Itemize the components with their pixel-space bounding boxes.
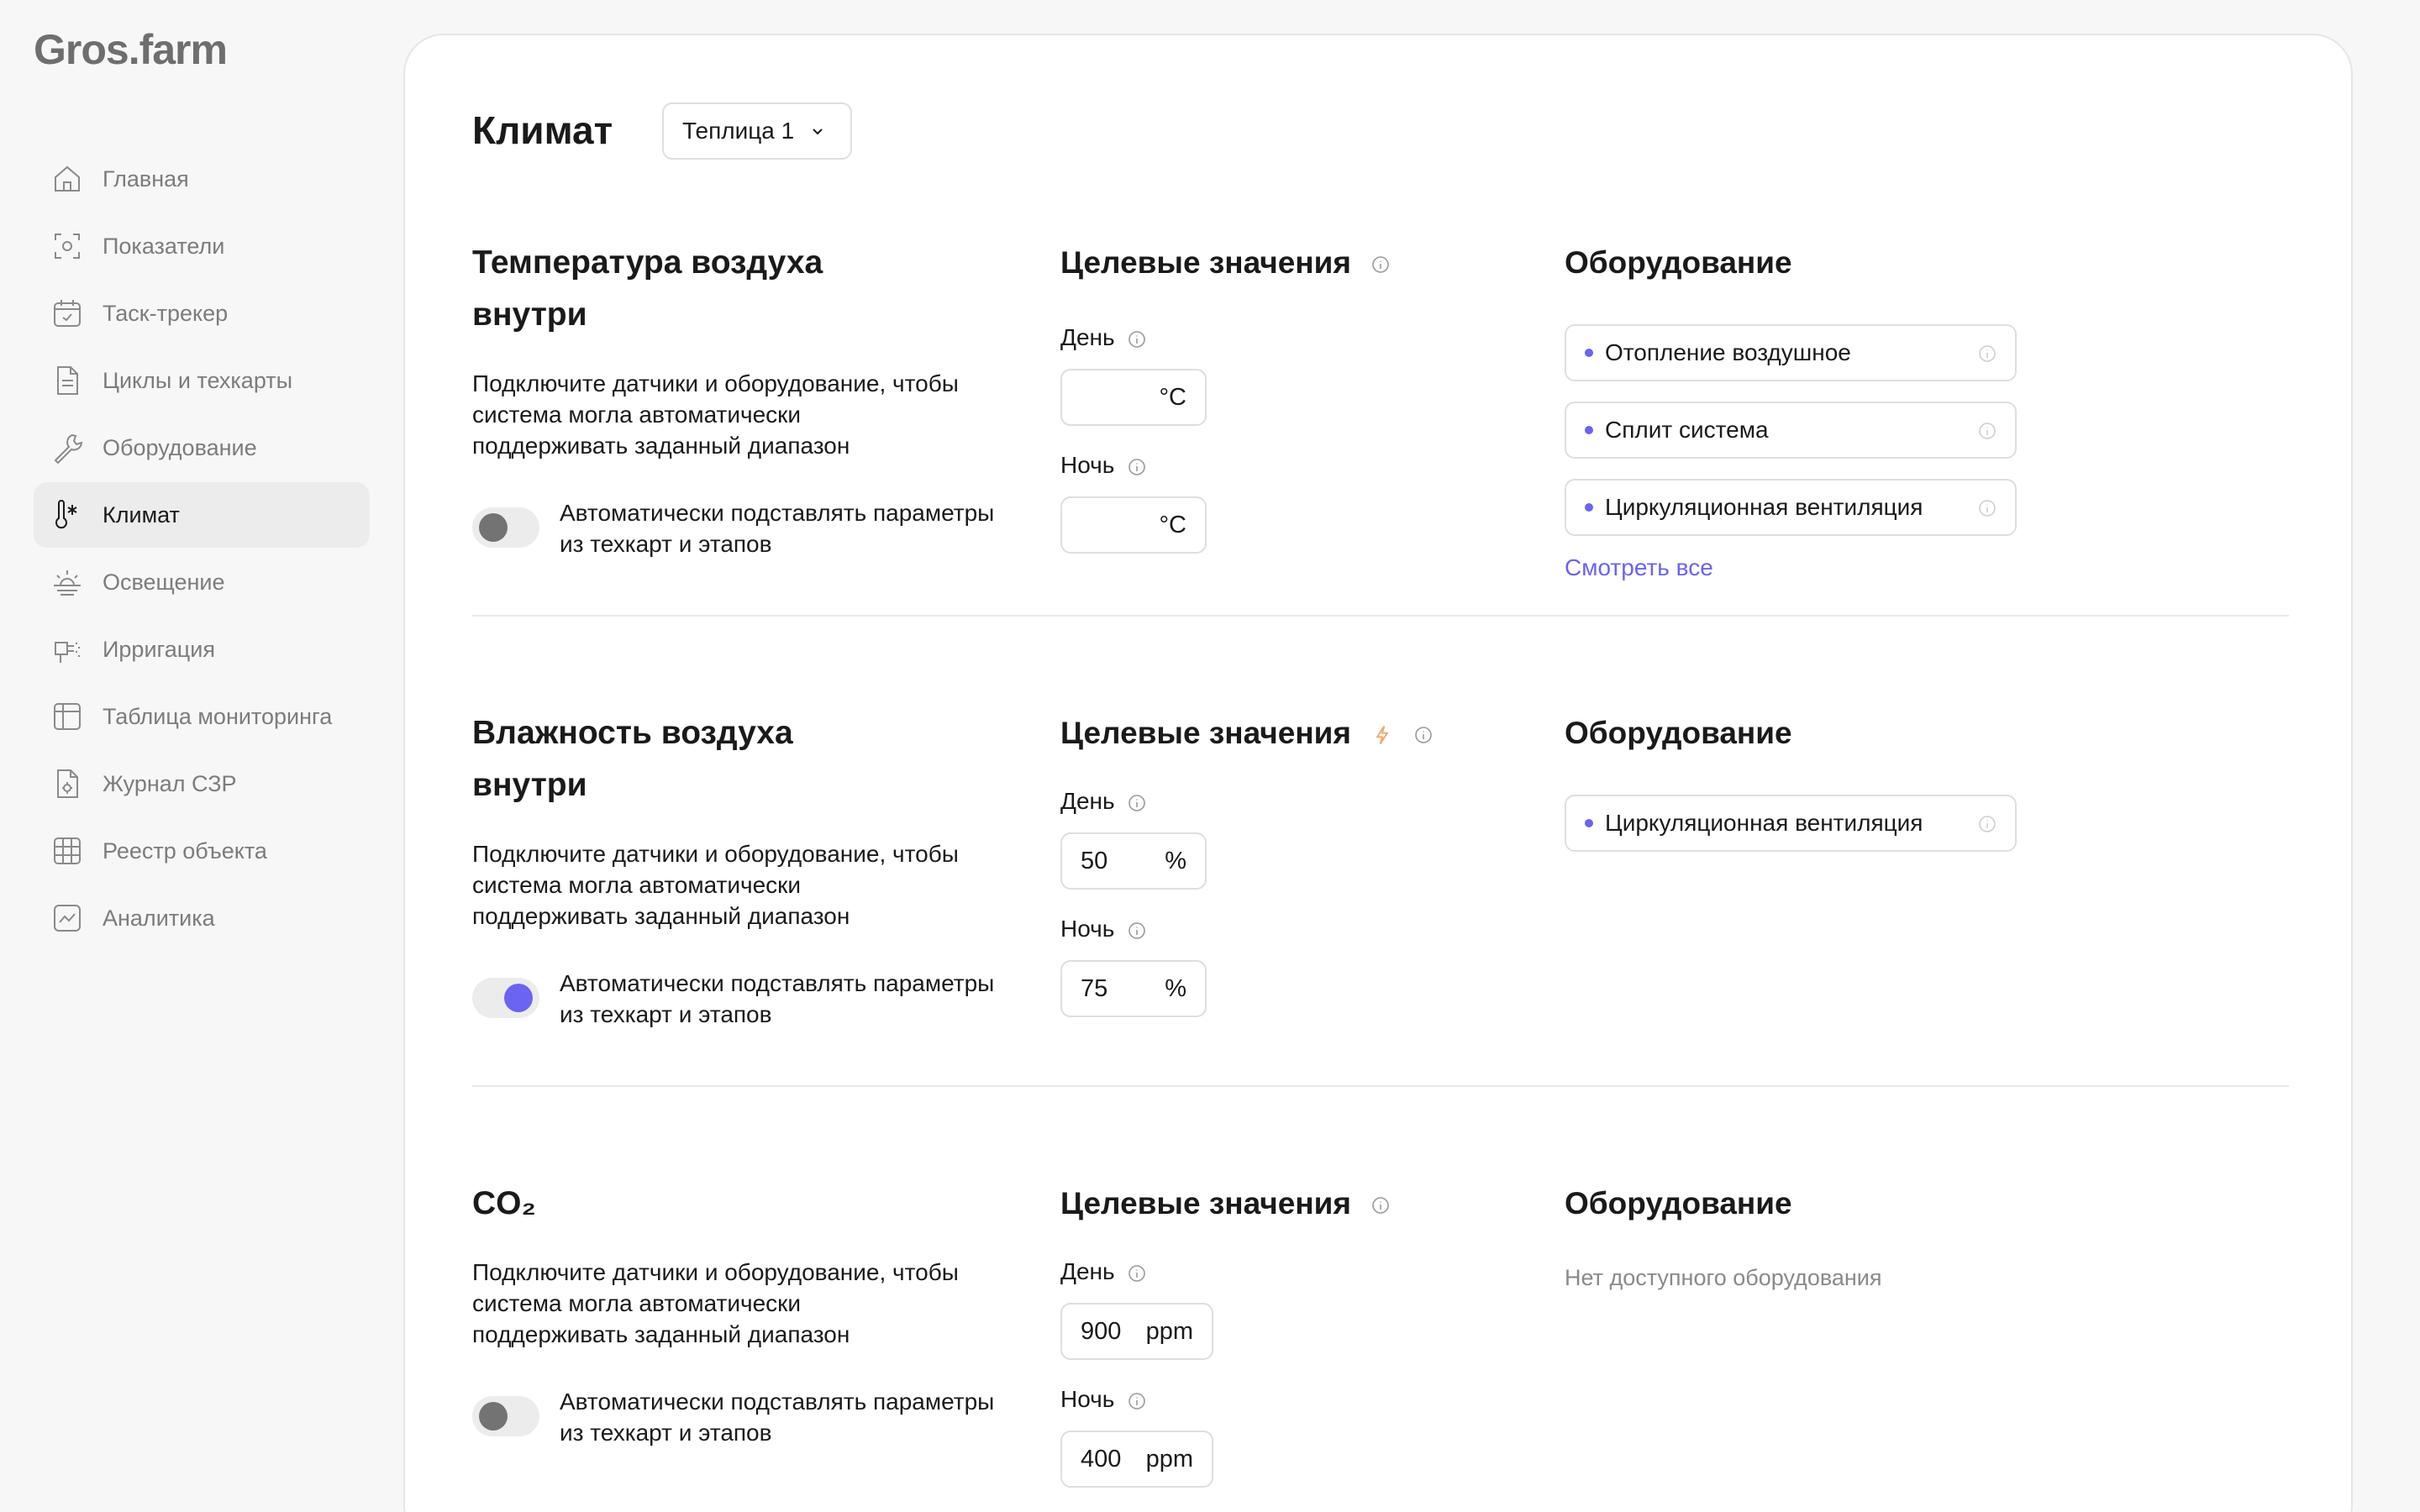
sunrise-icon	[50, 565, 84, 599]
thermometer-icon	[50, 498, 84, 532]
document-icon	[50, 364, 84, 397]
field-unit: °C	[1159, 511, 1186, 538]
equipment-item[interactable]	[1565, 324, 2017, 381]
day-label	[1060, 1258, 1146, 1285]
info-icon[interactable]	[1978, 344, 1996, 363]
sidebar-item-cycles[interactable]	[34, 348, 370, 413]
greenhouse-select[interactable]	[662, 102, 852, 160]
section-description: Подключите датчики и оборудование, чтобы система могла автоматически поддерживать заданный диапазон	[472, 370, 959, 459]
targets-column	[1060, 237, 1531, 640]
equipment-column	[1565, 1178, 2153, 1512]
section-divider	[472, 1085, 2289, 1087]
night-label	[1060, 916, 1146, 942]
temperature-section	[472, 237, 2289, 640]
climate-card	[403, 34, 2353, 1512]
info-icon[interactable]	[1128, 330, 1146, 349]
day-label	[1060, 788, 1146, 815]
home-icon	[50, 162, 84, 196]
auto-params-toggle[interactable]	[472, 507, 539, 548]
sidebar	[0, 0, 395, 1512]
equipment-label: Отопление воздушное	[1605, 339, 1851, 365]
day-label-text: День	[1060, 324, 1115, 350]
co2-title: CO₂	[472, 1185, 536, 1221]
field-unit: ppm	[1145, 1445, 1193, 1473]
chevron-down-icon	[809, 123, 826, 139]
field-unit: °C	[1159, 383, 1186, 411]
status-dot	[1585, 349, 1593, 357]
info-icon[interactable]	[1978, 422, 1996, 440]
field-unit: ppm	[1145, 1317, 1193, 1345]
equipment-heading: Оборудование	[1565, 716, 1792, 750]
sidebar-item-journal[interactable]	[34, 751, 370, 816]
night-label	[1060, 1386, 1146, 1413]
field-unit: %	[1165, 847, 1186, 874]
field-value: 50	[1081, 847, 1108, 874]
sidebar-nav	[34, 146, 370, 953]
night-label-text: Ночь	[1060, 1386, 1115, 1412]
greenhouse-select-value: Теплица 1	[682, 118, 795, 144]
equipment-heading: Оборудование	[1565, 1186, 1792, 1221]
equipment-label: Циркуляционная вентиляция	[1605, 494, 1923, 520]
equipment-column	[1565, 237, 2153, 640]
sidebar-item-label: Аналитика	[103, 905, 215, 931]
equipment-item[interactable]	[1565, 795, 2017, 852]
co2-section	[472, 1178, 2289, 1512]
sidebar-item-label: Журнал СЗР	[103, 770, 237, 796]
info-icon[interactable]	[1978, 499, 1996, 517]
info-icon[interactable]	[1128, 794, 1146, 812]
auto-params-toggle[interactable]	[472, 1396, 539, 1436]
metrics-icon	[50, 229, 84, 263]
wrench-icon	[50, 431, 84, 465]
info-icon[interactable]	[1128, 1392, 1146, 1410]
auto-params-toggle[interactable]	[472, 978, 539, 1018]
targets-heading-text: Целевые значения	[1060, 245, 1351, 280]
section-description: Подключите датчики и оборудование, чтобы система могла автоматически поддерживать заданный диапазон	[472, 841, 959, 929]
section-divider	[472, 615, 2289, 617]
day-label	[1060, 324, 1146, 351]
sidebar-item-registry[interactable]	[34, 818, 370, 884]
toggle-label: Автоматически подставлять параметры из техкарт и этапов	[560, 1389, 995, 1446]
section-description: Подключите датчики и оборудование, чтобы система могла автоматически поддерживать заданный диапазон	[472, 1259, 959, 1347]
equipment-heading: Оборудование	[1565, 245, 1792, 280]
info-icon[interactable]	[1978, 815, 1996, 833]
info-icon[interactable]	[1128, 458, 1146, 476]
sidebar-item-irrigation[interactable]	[34, 617, 370, 682]
targets-heading	[1060, 245, 1390, 281]
calendar-icon	[50, 297, 84, 330]
night-temperature-input[interactable]	[1060, 496, 1207, 554]
targets-column	[1060, 1178, 1531, 1512]
equipment-label: Циркуляционная вентиляция	[1605, 810, 1923, 836]
page-title: Климат	[472, 108, 613, 152]
equipment-column	[1565, 707, 2153, 1110]
humidity-section	[472, 707, 2289, 1110]
equipment-item[interactable]	[1565, 402, 2017, 459]
night-label-text: Ночь	[1060, 452, 1115, 478]
field-value: 900	[1081, 1317, 1122, 1345]
sidebar-item-equipment[interactable]	[34, 415, 370, 480]
sidebar-item-label: Таск-трекер	[103, 300, 229, 326]
sidebar-item-analytics[interactable]	[34, 885, 370, 951]
toggle-label: Автоматически подставлять параметры из техкарт и этапов	[560, 970, 995, 1027]
sidebar-item-label: Реестр объекта	[103, 837, 267, 864]
sidebar-item-label: Таблица мониторинга	[103, 703, 333, 729]
toggle-knob	[479, 1402, 508, 1431]
no-equipment-text: Нет доступного оборудования	[1565, 1265, 1882, 1290]
toggle-label: Автоматически подставлять параметры из техкарт и этапов	[560, 500, 995, 557]
irrigation-icon	[50, 633, 84, 666]
equipment-label: Сплит система	[1605, 417, 1769, 443]
status-dot	[1585, 819, 1593, 827]
temperature-title: Температура воздуха внутри	[472, 244, 823, 333]
sidebar-item-metrics[interactable]	[34, 213, 370, 279]
night-humidity-input[interactable]	[1060, 960, 1207, 1017]
info-icon[interactable]	[1128, 921, 1146, 940]
sidebar-item-home[interactable]	[34, 146, 370, 212]
table-icon	[50, 700, 84, 733]
day-humidity-input[interactable]	[1060, 832, 1207, 890]
targets-heading-text: Целевые значения	[1060, 1186, 1351, 1221]
field-value: 75	[1081, 974, 1108, 1002]
targets-column	[1060, 707, 1531, 1110]
sidebar-item-monitoring-table[interactable]	[34, 684, 370, 749]
humidity-title: Влажность воздуха внутри	[472, 715, 793, 803]
targets-heading	[1060, 1186, 1390, 1221]
sidebar-item-label: Показатели	[103, 233, 225, 259]
toggle-knob	[479, 513, 508, 542]
chart-icon	[50, 901, 84, 935]
sidebar-item-label: Ирригация	[103, 636, 215, 662]
status-dot	[1585, 503, 1593, 512]
journal-icon	[50, 767, 84, 801]
logo[interactable]: Gros.farm	[34, 26, 227, 73]
night-label-text: Ночь	[1060, 916, 1115, 942]
night-co2-input[interactable]	[1060, 1431, 1213, 1488]
lightning-icon	[1371, 724, 1393, 746]
info-icon[interactable]	[1371, 255, 1390, 274]
info-icon[interactable]	[1128, 1264, 1146, 1283]
sidebar-item-label: Главная	[103, 165, 189, 192]
toggle-knob	[504, 984, 533, 1012]
sidebar-item-task-tracker[interactable]	[34, 281, 370, 346]
day-label-text: День	[1060, 788, 1115, 814]
day-co2-input[interactable]	[1060, 1303, 1213, 1360]
night-label	[1060, 452, 1146, 479]
targets-heading-text: Целевые значения	[1060, 716, 1351, 750]
info-icon[interactable]	[1371, 1196, 1390, 1215]
info-icon[interactable]	[1414, 726, 1433, 744]
day-temperature-input[interactable]	[1060, 369, 1207, 426]
sidebar-item-label: Оборудование	[103, 434, 257, 460]
sidebar-item-label: Освещение	[103, 569, 225, 595]
field-unit: %	[1165, 974, 1186, 1002]
day-label-text: День	[1060, 1258, 1115, 1284]
see-all-link[interactable]: Смотреть все	[1565, 554, 1713, 580]
sidebar-item-climate[interactable]	[34, 482, 370, 548]
targets-heading	[1060, 716, 1433, 751]
sidebar-item-lighting[interactable]	[34, 549, 370, 615]
field-value: 400	[1081, 1445, 1122, 1473]
equipment-item[interactable]	[1565, 479, 2017, 536]
sidebar-item-label: Климат	[103, 501, 180, 528]
status-dot	[1585, 426, 1593, 434]
sidebar-item-label: Циклы и техкарты	[103, 367, 293, 393]
grid-icon	[50, 834, 84, 868]
